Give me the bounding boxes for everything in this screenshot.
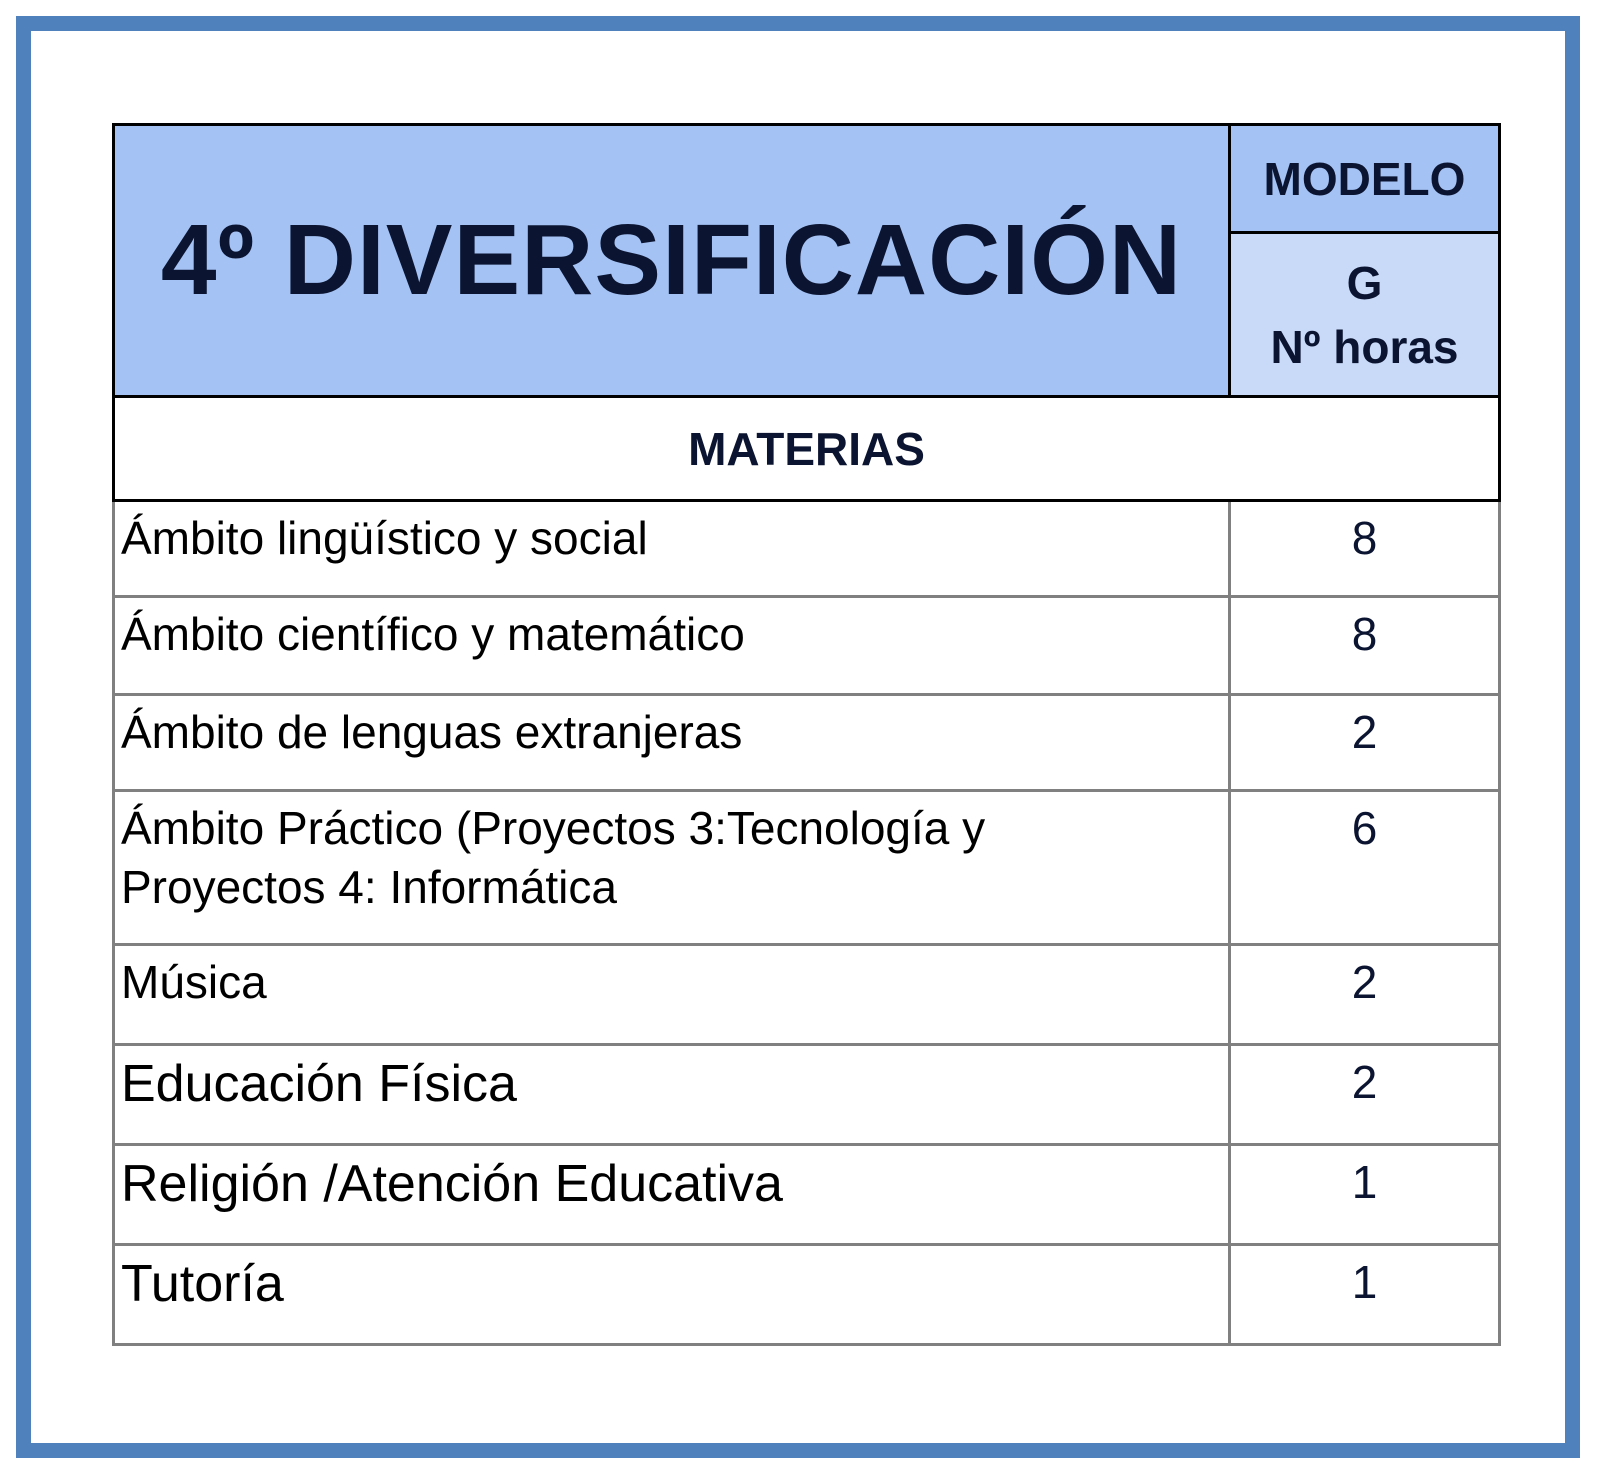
table-row xyxy=(114,791,1500,945)
subject-cell xyxy=(114,791,1230,945)
hours-cell: 2 xyxy=(1230,695,1500,791)
table-row xyxy=(114,597,1500,695)
subject-cell: Ámbito científico y matemático xyxy=(114,597,1230,695)
subjects-hours-table xyxy=(112,123,1501,1346)
section-row xyxy=(114,397,1500,501)
subject-cell: Ámbito de lenguas extranjeras xyxy=(114,695,1230,791)
subject-cell: Tutoría xyxy=(114,1245,1230,1345)
course-title-cell xyxy=(114,125,1230,397)
hours-label: Nº horas xyxy=(1270,320,1459,373)
hours-cell: 1 xyxy=(1230,1145,1500,1245)
course-title: 4º DIVERSIFICACIÓN xyxy=(160,204,1183,316)
group-label: G xyxy=(1346,256,1383,309)
subject-cell: Educación Física xyxy=(114,1045,1230,1145)
subject-cell: Música xyxy=(114,945,1230,1045)
section-label: MATERIAS xyxy=(114,397,1500,501)
subject-cell: Religión /Atención Educativa xyxy=(114,1145,1230,1245)
hours-cell: 1 xyxy=(1230,1245,1500,1345)
subject-line: Proyectos 4: Informática xyxy=(121,861,617,913)
hours-cell: 2 xyxy=(1230,1045,1500,1145)
header-row xyxy=(114,125,1500,233)
hours-cell: 8 xyxy=(1230,597,1500,695)
subject-line: Ámbito Práctico (Proyectos 3:Tecnología y xyxy=(121,802,986,854)
hours-cell: 2 xyxy=(1230,945,1500,1045)
table-row xyxy=(114,695,1500,791)
table-row xyxy=(114,501,1500,597)
hours-cell: 8 xyxy=(1230,501,1500,597)
model-header: MODELO xyxy=(1230,125,1500,233)
table-row xyxy=(114,945,1500,1045)
group-hours-header xyxy=(1230,233,1500,397)
table-row xyxy=(114,1245,1500,1345)
table-row xyxy=(114,1145,1500,1245)
subject-cell: Ámbito lingüístico y social xyxy=(114,501,1230,597)
table-row xyxy=(114,1045,1500,1145)
hours-cell: 6 xyxy=(1230,791,1500,945)
